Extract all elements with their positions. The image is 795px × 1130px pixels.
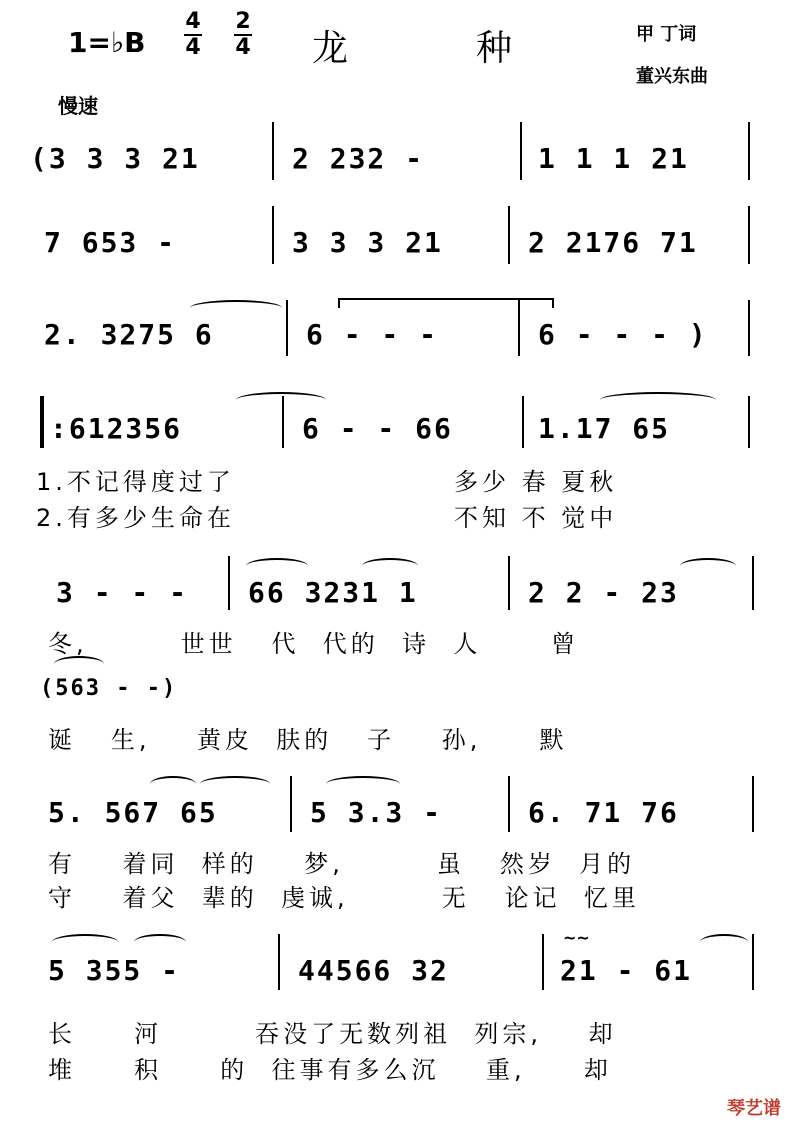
row2-measure3: 2 2176 71 xyxy=(528,226,698,259)
barline xyxy=(508,206,510,264)
barline xyxy=(272,206,274,264)
barline xyxy=(278,934,280,990)
time-signature-2-4: 2 4 xyxy=(235,9,251,60)
slur xyxy=(600,392,716,408)
lyric-line6: 诞 生, 黄皮 肤的 子 孙, 默 xyxy=(48,726,568,754)
row1-measure3: 1 1 1 21 xyxy=(538,142,689,175)
row4-measure3: 1.17 65 xyxy=(538,412,671,445)
row7-measure1: 5. 567 65 xyxy=(48,796,218,829)
slur xyxy=(52,934,118,950)
lyric-line7-verse1: 有 着同 样的 梦, 虽 然岁 月的 xyxy=(48,850,636,878)
row1-measure2: 2 232 - xyxy=(292,142,425,175)
slur xyxy=(700,934,748,950)
barline xyxy=(290,776,292,832)
slur xyxy=(326,776,400,792)
slur xyxy=(190,300,282,316)
barline xyxy=(518,300,520,356)
row5-measure1: 3 - - - xyxy=(56,576,189,609)
row5-measure2: 66 3231 1 xyxy=(248,576,418,609)
row8-measure2: 44566 32 xyxy=(298,954,449,987)
barline xyxy=(286,300,288,356)
repeat-barline xyxy=(40,396,44,448)
row7-measure2: 5 3.3 - xyxy=(310,796,443,829)
barline xyxy=(520,122,522,180)
trill-mark: ~~ xyxy=(563,928,590,947)
lyric-verse2-b: 不知 不 觉中 xyxy=(454,504,618,532)
row8-measure1: 5 355 - xyxy=(48,954,181,987)
lyric-line8-verse1: 长 河 吞没了无数列祖 列宗, 却 xyxy=(48,1020,617,1048)
watermark-logo: 琴艺谱 xyxy=(727,1098,781,1119)
time-signature-4-4: 4 4 xyxy=(185,9,201,60)
title-char-2: 种 xyxy=(476,28,513,69)
slur xyxy=(150,776,196,792)
barline xyxy=(508,556,510,610)
barline xyxy=(748,122,750,180)
barline xyxy=(748,396,750,448)
slur xyxy=(362,558,418,574)
slur xyxy=(134,934,186,950)
barline xyxy=(522,396,524,448)
row3-measure2: 6 - - - xyxy=(306,318,439,351)
lyric-verse2-a: 2.有多少生命在 xyxy=(36,504,235,532)
lyricist: 甲 丁词 xyxy=(636,24,697,45)
row4-measure1: :612356 xyxy=(50,412,183,445)
row3-measure3: 6 - - - ) xyxy=(538,318,708,351)
slur xyxy=(236,392,326,408)
slur xyxy=(680,558,736,574)
lyric-line5: 冬, 世世 代 代的 诗 人 曾 xyxy=(48,630,580,658)
barline xyxy=(228,556,230,610)
lyric-verse1-a: 1.不记得度过了 xyxy=(36,468,235,496)
row7-measure3: 6. 71 76 xyxy=(528,796,679,829)
row2-measure2: 3 3 3 21 xyxy=(292,226,443,259)
barline xyxy=(272,122,274,180)
barline xyxy=(752,776,754,832)
title-char-1: 龙 xyxy=(312,28,349,69)
row6-measure1: (563 - -) xyxy=(40,676,178,701)
slur xyxy=(200,776,270,792)
barline xyxy=(752,556,754,610)
lyric-verse1-b: 多少 春 夏秋 xyxy=(454,468,618,496)
composer: 董兴东曲 xyxy=(636,66,708,87)
lyric-line7-verse2: 守 着父 辈的 虔诚, 无 论记 忆里 xyxy=(48,884,640,912)
tempo-marking: 慢速 xyxy=(58,94,98,118)
barline xyxy=(508,776,510,832)
row5-measure3: 2 2 - 23 xyxy=(528,576,679,609)
slur xyxy=(246,558,308,574)
barline xyxy=(542,934,544,990)
lyric-line8-verse2: 堆 积 的 往事有多么沉 重, 却 xyxy=(48,1056,612,1084)
slur xyxy=(54,656,104,672)
barline xyxy=(282,396,284,448)
row8-measure3: 21 - 61 xyxy=(560,954,693,987)
barline xyxy=(752,934,754,990)
row2-measure1: 7 653 - xyxy=(44,226,177,259)
slur xyxy=(338,298,554,308)
row1-measure1: (3 3 3 21 xyxy=(30,142,200,175)
row3-measure1: 2. 3275 6 xyxy=(44,318,214,351)
barline xyxy=(748,206,750,264)
key-signature: 1=♭B xyxy=(68,26,146,59)
barline xyxy=(748,300,750,356)
row4-measure2: 6 - - 66 xyxy=(302,412,453,445)
